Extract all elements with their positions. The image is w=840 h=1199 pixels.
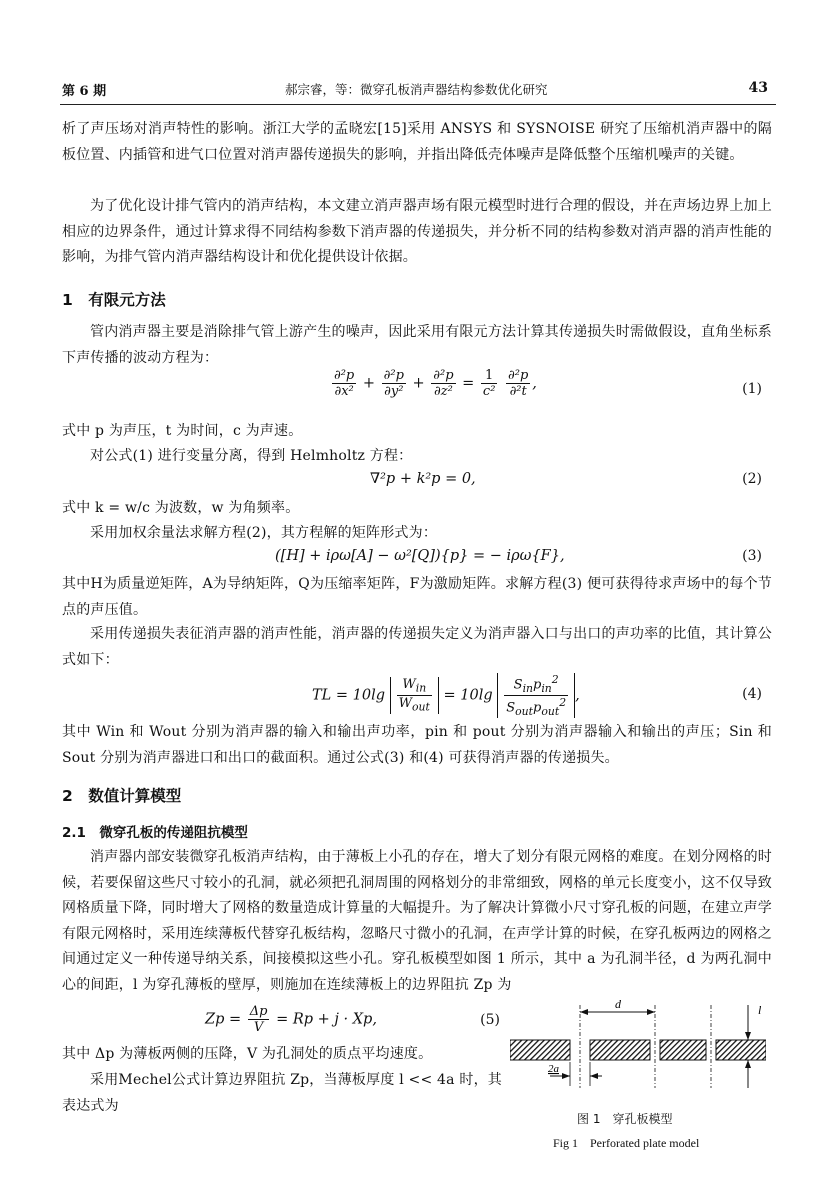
eq5-rhs: = Rp + j · Xp, xyxy=(276,1011,377,1028)
paragraph-transmission-loss: 采用传递损失表征消声器的消声性能，消声器的传递损失定义为消声器入口与出口的声功率的比值，其计算公式如下： xyxy=(62,626,772,668)
label-l: l xyxy=(758,1003,762,1017)
equation-number-1: (1) xyxy=(742,381,762,397)
eq5-lhs: Zp = xyxy=(205,1011,242,1028)
equation-number-4: (4) xyxy=(742,686,762,702)
paragraph-mechel: 采用Mechel公式计算边界阻抗 Zp，当薄板厚度 l << 4a 时，其表达式为 xyxy=(62,1072,502,1114)
equation-1: $\frac{\text{∂²p}}{\text{∂x²}}$ + $\frac{\text{∂²p}}{\text{∂y²}}$ + $\frac{\text{∂²p}}{\text{∂z²}}$ = $\frac{1}{\text{c²}}$ $\frac{\text{∂²p}}{\text{∂²t}}$ , xyxy=(334,368,537,399)
label-d: d xyxy=(615,1000,621,1011)
header-rule xyxy=(60,104,776,105)
figure-caption-cn: 图 1 穿孔板模型 xyxy=(577,1112,673,1126)
eq4-lhs: TL = 10lg xyxy=(312,687,386,704)
equation-2: ∇²p + k²p = 0, xyxy=(370,471,476,487)
paragraph-symbols-2: 式中 k = w/c 为波数，w 为角频率。 xyxy=(62,500,300,516)
plate-segment xyxy=(590,1040,650,1060)
paragraph-helmholtz-intro: 对公式(1) 进行变量分离，得到 Helmholtz 方程： xyxy=(90,448,413,464)
page-number: 43 xyxy=(748,80,768,96)
figure-perforated-plate xyxy=(510,1000,766,1090)
figure-caption-en: Fig 1 Perforated plate model xyxy=(553,1136,700,1150)
paragraph-weighted-residual: 采用加权余量法求解方程(2)，其方程解的矩阵形式为： xyxy=(90,525,438,541)
running-title: 郝宗睿，等：微穿孔板消声器结构参数优化研究 xyxy=(285,82,548,97)
section-heading-numerical-model: 2 数值计算模型 xyxy=(62,787,182,805)
equation-5: Zp = $\frac{\Delta p}{V}$ = Rp + j · Xp, xyxy=(205,1004,377,1035)
subsection-heading-impedance: 2.1 微穿孔板的传递阻抗模型 xyxy=(62,825,248,841)
plate-segment xyxy=(716,1040,766,1060)
paragraph-objective: 为了优化设计排气管内的消声结构，本文建立消声器声场有限元模型时进行合理的假设，并在声场边界上加上相应的边界条件，通过计算求得不同结构参数下消声器的传递损失，并分析不同的结构参数对消声器的消声性能的影响，为排气管内消声器结构设计和优化提供设计依据。 xyxy=(62,198,772,265)
section-heading-fem: 1 有限元方法 xyxy=(62,291,166,309)
paragraph-matrix-definitions: 其中H为质量逆矩阵，A为导纳矩阵，Q为压缩率矩阵，F为激励矩阵。求解方程(3) 便可获得待求声场中的每个节点的声压值。 xyxy=(62,576,772,618)
equation-3: ([H] + iρω[A] − ω²[Q]){p} = − iρω{F}, xyxy=(275,548,565,564)
equation-number-3: (3) xyxy=(742,548,762,564)
eq4-mid: = 10lg xyxy=(443,687,493,704)
eq1-one: 1 xyxy=(481,368,498,384)
paragraph-pressure-drop: 其中 Δp 为薄板两侧的压降，V 为孔洞处的质点平均速度。 xyxy=(62,1046,433,1062)
plate-segment xyxy=(510,1040,570,1060)
equation-number-5: (5) xyxy=(480,1012,500,1028)
paragraph-symbols-4: 其中 Win 和 Wout 分别为消声器的输入和输出声功率，pin 和 pout 分别为消声器输入和输出的声压；Sin 和 Sout 分别为消声器进口和出口的截面积。通过公式(3) 和(4) 可获得消声器的传递损失。 xyxy=(62,724,772,766)
paragraph-wave-equation-intro: 管内消声器主要是消除排气管上游产生的噪声，因此采用有限元方法计算其传递损失时需做假设，直角坐标系下声传播的波动方程为： xyxy=(62,324,772,366)
paragraph-perforated-plate: 消声器内部安装微穿孔板消声结构，由于薄板上小孔的存在，增大了划分有限元网格的难度。在划分网格的时候，若要保留这些尺寸较小的孔洞，就必须把孔洞周围的网格划分的非常细致，网格的单元长度变小，这不仅导致网格质量下降，同时增大了网格的数量造成计算量的大幅提升。为了解决计算微小尺寸穿孔板的问题，在建立声学有限元网格时，采用连续薄板代替穿孔板结构，忽略尺寸微小的孔洞，在声学计算的时候，在穿孔板两边的网格之间通过定义一种传递导纳关系，间接模拟这些小孔。穿孔板模型如图 1 所示，其中 a 为孔洞半径，d 为两孔洞中心的间距，l 为穿孔薄板的壁厚，则施加在连续薄板上的边界阻抗 Zp 为 xyxy=(62,849,772,993)
equation-4: TL = 10lg $\frac{W_{in}}{W_{out}}$ = 10lg $\frac{S_{in}p_{in}^2}{S_{out}p_{out}^2}$ , xyxy=(312,673,580,718)
equation-number-2: (2) xyxy=(742,471,762,487)
plate-segment xyxy=(660,1040,706,1060)
paragraph-intro-continued: 析了声压场对消声特性的影响。浙江大学的孟晓宏[15]采用 ANSYS 和 SYSNOISE 研究了压缩机消声器中的隔板位置、内插管和进气口位置对消声器传递损失的影响，并指出降低壳体噪声是降低整个压缩机噪声的关键。 xyxy=(62,121,772,163)
label-2a: 2a xyxy=(548,1063,559,1075)
paragraph-symbols-1: 式中 p 为声压，t 为时间，c 为声速。 xyxy=(62,423,303,439)
journal-issue: 第 6 期 xyxy=(62,84,107,99)
